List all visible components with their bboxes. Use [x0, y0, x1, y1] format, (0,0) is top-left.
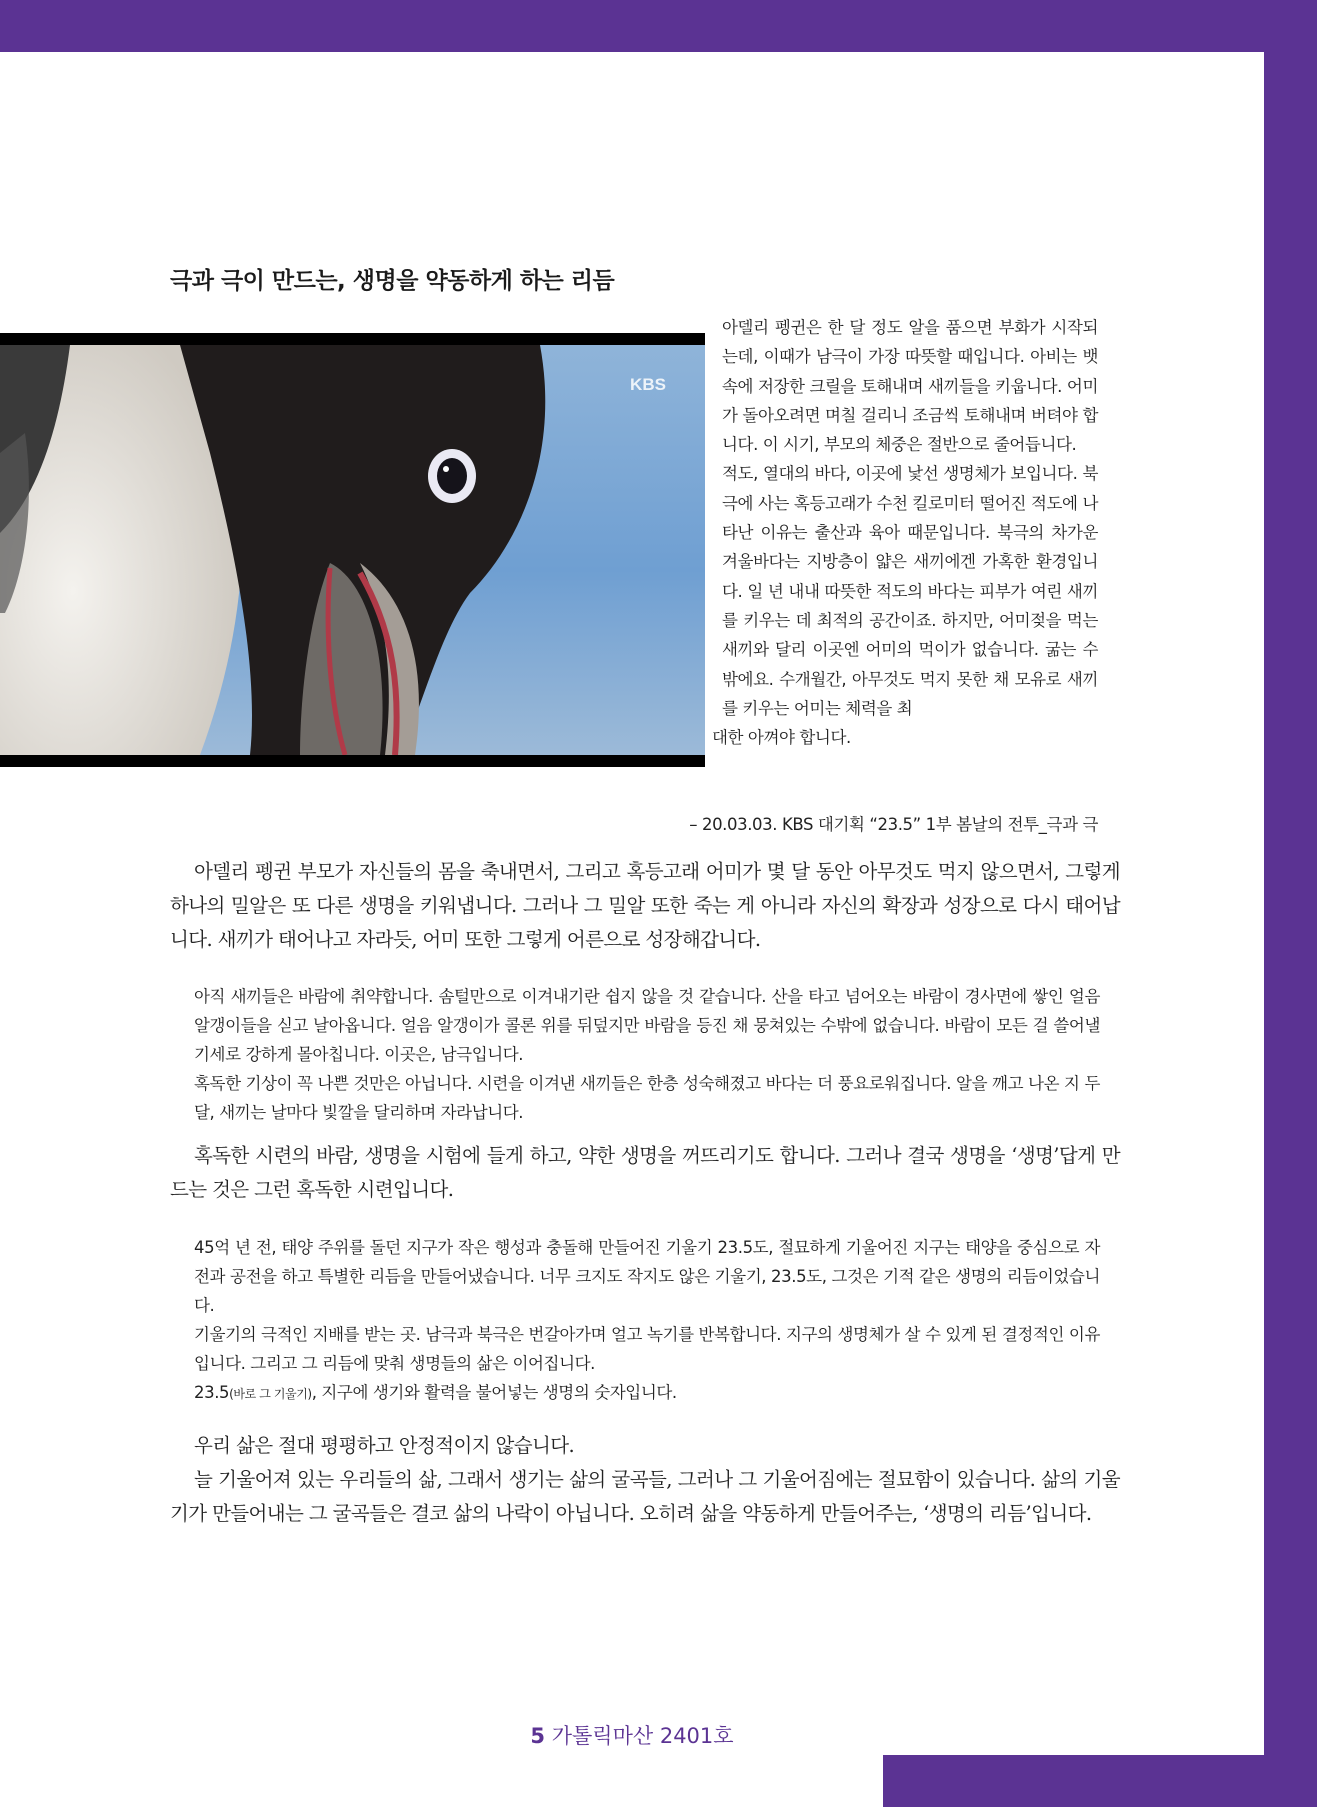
side-paragraph-1: 아델리 펭귄은 한 달 정도 알을 품으면 부화가 시작되는데, 이때가 남극이 가장 따뜻할 때입니다. 아비는 뱃속에 저장한 크릴을 토해내며 새끼들을 키웁니다. 어미가 돌아오려면 며칠 걸리니 조금씩 토해내며 버텨야 합니다. 이 시기, 부모의 체중은 절반으로 줄어듭니다.	[722, 318, 1098, 455]
quote1-paragraph-1: 아직 새끼들은 바람에 취약합니다. 솜털만으로 이겨내기란 쉽지 않을 것 같습니다. 산을 타고 넘어오는 바람이 경사면에 쌓인 얼음 알갱이들을 싣고 날아옵니다. 얼음 알갱이가 콜론 위를 뒤덮지만 바람을 등진 채 뭉쳐있는 수밖에 없습니다. 바람이 모든 걸 쓸어낼 기세로 강하게 몰아칩니다. 이곳은, 남극입니다.	[194, 987, 1100, 1064]
quote2-paragraph-3	[194, 1378, 1100, 1409]
page-number: 5	[530, 1724, 546, 1748]
essay-paragraph-2: 혹독한 시련의 바람, 생명을 시험에 들게 하고, 약한 생명을 꺼뜨리기도 합니다. 그러나 결국 생명을 ‘생명’답게 만드는 것은 그런 혹독한 시련입니다.	[170, 1144, 1120, 1201]
section-heading: 극과 극이 만드는, 생명을 약동하게 하는 리듬	[170, 268, 615, 294]
side-paragraph-tail: 대한 아껴야 합니다.	[712, 728, 851, 748]
source-credit: – 20.03.03. KBS 대기획 “23.5” 1부 봄날의 전투_극과 극	[689, 815, 1098, 834]
side-caption	[712, 313, 1098, 752]
essay-block-2	[170, 1139, 1120, 1207]
corner-block	[883, 1755, 1317, 1807]
quote1-paragraph-2: 혹독한 기상이 꼭 나쁜 것만은 아닙니다. 시련을 이겨낸 새끼들은 한층 성숙해졌고 바다는 더 풍요로워집니다. 알을 깨고 나온 지 두 달, 새끼는 날마다 빛깔을 달리하며 자라납니다.	[194, 1074, 1100, 1122]
publication-name: 가톨릭마산 2401호	[551, 1724, 734, 1748]
quote2-small-note: (바로 그 기울기)	[229, 1387, 312, 1401]
quote2-paragraph-2: 기울기의 극적인 지배를 받는 곳. 남극과 북극은 번갈아가며 얼고 녹기를 반복합니다. 지구의 생명체가 살 수 있게 된 결정적인 이유입니다. 그리고 그 리듬에 맞춰 생명들의 삶은 이어집니다.	[194, 1325, 1100, 1373]
essay-paragraph-3b: 늘 기울어져 있는 우리들의 삶, 그래서 생기는 삶의 굴곡들, 그러나 그 기울어짐에는 절묘함이 있습니다. 삶의 기울기가 만들어내는 그 굴곡들은 결코 삶의 나락이 아닙니다. 오히려 삶을 약동하게 만들어주는, ‘생명의 리듬’입니다.	[170, 1468, 1120, 1525]
quote2-rest: , 지구에 생기와 활력을 불어넣는 생명의 숫자입니다.	[311, 1383, 677, 1402]
penguin-illustration	[0, 333, 705, 767]
essay-block-1	[170, 855, 1120, 957]
quote2-number: 23.5	[194, 1383, 230, 1402]
kbs-watermark: KBS	[630, 375, 666, 394]
essay-block-3	[170, 1429, 1120, 1531]
penguin-video-still	[0, 333, 705, 767]
page-footer	[0, 1720, 1264, 1750]
side-paragraph-2: 적도, 열대의 바다, 이곳에 낯선 생명체가 보입니다. 북극에 사는 혹등고래가 수천 킬로미터 떨어진 적도에 나타난 이유는 출산과 육아 때문입니다. 북극의 차가운 겨울바다는 지방층이 얇은 새끼에겐 가혹한 환경입니다. 일 년 내내 따뜻한 적도의 바다는 피부가 여린 새끼를 키우는 데 최적의 공간이죠. 하지만, 어미젖을 먹는 새끼와 달리 이곳엔 어미의 먹이가 없습니다. 굶는 수밖에요. 수개월간, 아무것도 먹지 못한 채 모유로 새끼를 키우는 어미는 체력을 최	[722, 464, 1098, 718]
quote2-paragraph-1: 45억 년 전, 태양 주위를 돌던 지구가 작은 행성과 충돌해 만들어진 기울기 23.5도, 절묘하게 기울어진 지구는 태양을 중심으로 자전과 공전을 하고 특별한 리듬을 만들어냈습니다. 너무 크지도 작지도 않은 기울기, 23.5도, 그것은 기적 같은 생명의 리듬이었습니다.	[194, 1238, 1100, 1315]
quote-block-2	[194, 1233, 1100, 1409]
essay-paragraph-3a: 우리 삶은 절대 평평하고 안정적이지 않습니다.	[194, 1434, 575, 1457]
quote-block-1	[194, 982, 1100, 1127]
essay-paragraph-1: 아델리 펭귄 부모가 자신들의 몸을 축내면서, 그리고 혹등고래 어미가 몇 달 동안 아무것도 먹지 않으면서, 그렇게 하나의 밀알은 또 다른 생명을 키워냅니다. 그러나 그 밀알 또한 죽는 게 아니라 자신의 확장과 성장으로 다시 태어납니다. 새끼가 태어나고 자라듯, 어미 또한 그렇게 어른으로 성장해갑니다.	[170, 860, 1120, 951]
